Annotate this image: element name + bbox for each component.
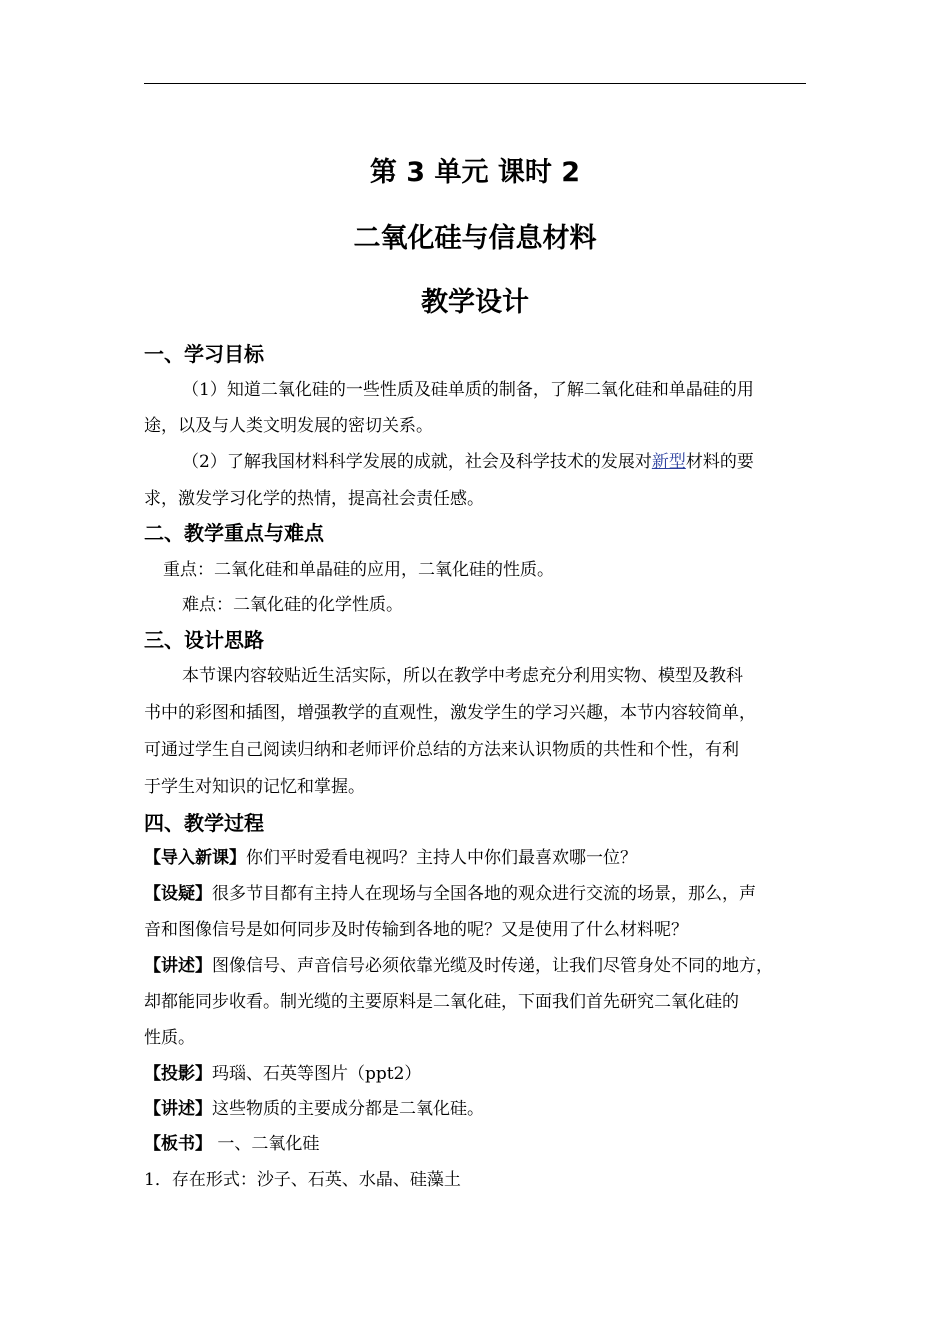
talk1-line-2: 却都能同步收看。制光缆的主要原料是二氧化硅，下面我们首先研究二氧化硅的 (144, 992, 739, 1012)
existence-form-line: 1．存在形式：沙子、石英、水晶、硅藻土 (144, 1170, 461, 1190)
talk1-line-3: 性质。 (144, 1028, 195, 1048)
question-line-2: 音和图像信号是如何同步及时传输到各地的呢？又是使用了什么材料呢？ (144, 920, 688, 940)
goal-2-line-1 (182, 450, 754, 474)
projection-label: 【投影】 (144, 1064, 212, 1084)
design-line-4: 于学生对知识的记忆和掌握。 (144, 777, 365, 797)
talk1-line-1 (144, 954, 773, 978)
talk2-text: 这些物质的主要成分都是二氧化硅。 (212, 1099, 484, 1119)
question-line-1 (144, 882, 756, 906)
talk1-label: 【讲述】 (144, 956, 212, 976)
difficult-point-line: 难点：二氧化硅的化学性质。 (182, 595, 403, 615)
talk2-label: 【讲述】 (144, 1099, 212, 1119)
projection-text: 玛瑙、石英等图片（ppt2） (212, 1064, 422, 1084)
section-heading-goals: 一、学习目标 (144, 342, 264, 366)
goal-2-text-a: （2）了解我国材料科学发展的成就，社会及科学技术的发展对 (182, 452, 652, 472)
talk1-text-1: 图像信号、声音信号必须依靠光缆及时传递，让我们尽管身处不同的地方， (212, 956, 773, 976)
intro-line (144, 846, 637, 870)
intro-label: 【导入新课】 (144, 848, 246, 868)
key-point-line: 重点：二氧化硅和单晶硅的应用，二氧化硅的性质。 (163, 560, 554, 580)
design-line-1: 本节课内容较贴近生活实际，所以在教学中考虑充分利用实物、模型及教科 (182, 666, 743, 686)
goal-2-text-b: 材料的要 (685, 452, 754, 472)
design-line-3: 可通过学生自己阅读归纳和老师评价总结的方法来认识物质的共性和个性，有利 (144, 740, 739, 760)
question-label: 【设疑】 (144, 884, 212, 904)
section-heading-process: 四、教学过程 (144, 811, 264, 835)
topic-title: 二氧化硅与信息材料 (353, 223, 597, 254)
board-line (144, 1132, 319, 1156)
unit-title: 第 3 单元 课时 2 (369, 157, 581, 188)
goal-1-line-1: （1）知道二氧化硅的一些性质及硅单质的制备，了解二氧化硅和单晶硅的用 (182, 380, 754, 400)
doc-kind-title: 教学设计 (421, 287, 529, 318)
goal-1-line-2: 途，以及与人类文明发展的密切关系。 (144, 416, 433, 436)
intro-text: 你们平时爱看电视吗？主持人中你们最喜欢哪一位？ (246, 848, 637, 868)
board-text: 一、二氧化硅 (212, 1134, 320, 1154)
projection-line (144, 1062, 421, 1086)
design-line-2: 书中的彩图和插图，增强教学的直观性，激发学生的学习兴趣，本节内容较简单， (144, 703, 756, 723)
goal-2-line-2: 求，激发学习化学的热情，提高社会责任感。 (144, 489, 484, 509)
section-heading-key-points: 二、教学重点与难点 (144, 521, 324, 545)
new-material-link[interactable]: 新型 (651, 452, 686, 472)
board-label: 【板书】 (144, 1134, 212, 1154)
section-heading-design: 三、设计思路 (144, 628, 264, 652)
talk2-line (144, 1097, 484, 1121)
header-rule (144, 83, 806, 84)
question-text-1: 很多节目都有主持人在现场与全国各地的观众进行交流的场景，那么，声 (212, 884, 756, 904)
